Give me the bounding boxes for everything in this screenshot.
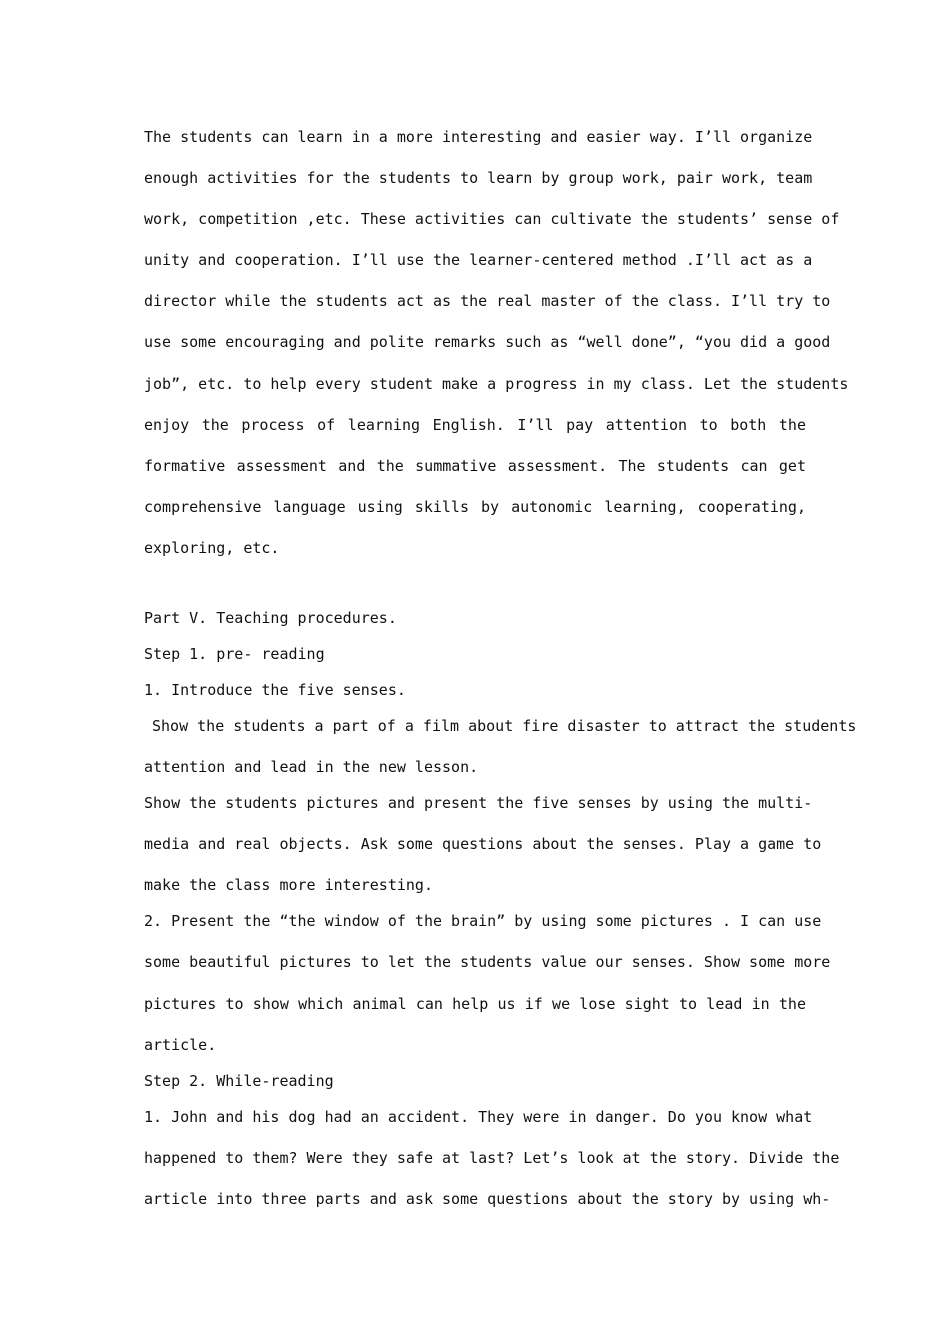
item-1-introduce-senses: 1. Introduce the five senses.: [144, 681, 406, 699]
paragraph-1-line: use some encouraging and polite remarks such as “well done”, “you did a good: [144, 333, 831, 351]
paragraph-1-line: exploring, etc.: [144, 539, 280, 557]
paragraph-1-line: director while the students act as the real master of the class. I’ll try to: [144, 292, 831, 310]
item-2-present-line: article.: [144, 1036, 217, 1054]
item-2-1-line: happened to them? Were they safe at last? Let’s look at the story. Divide the: [144, 1149, 840, 1167]
paragraph-1-line: job”, etc. to help every student make a progress in my class. Let the students: [144, 375, 849, 393]
pictures-paragraph-line: Show the students pictures and present the five senses by using the multi-: [144, 794, 813, 812]
step-1-heading: Step 1. pre- reading: [144, 645, 325, 663]
item-2-1-line: 1. John and his dog had an accident. They were in danger. Do you know what: [144, 1108, 813, 1126]
pictures-paragraph-line: make the class more interesting.: [144, 876, 433, 894]
film-paragraph-line: Show the students a part of a film about fire disaster to attract the students: [152, 717, 857, 735]
paragraph-1-line: unity and cooperation. I’ll use the learner-centered method .I’ll act as a: [144, 251, 813, 269]
item-2-present-line: some beautiful pictures to let the students value our senses. Show some more: [144, 953, 831, 971]
pictures-paragraph-line: media and real objects. Ask some questions about the senses. Play a game to: [144, 835, 822, 853]
paragraph-1-line: formative assessment and the summative assessment. The students can get: [144, 457, 806, 475]
paragraph-1-line: enough activities for the students to learn by group work, pair work, team: [144, 169, 813, 187]
step-2-heading: Step 2. While-reading: [144, 1072, 334, 1090]
paragraph-1-line: The students can learn in a more interesting and easier way. I’ll organize: [144, 128, 813, 146]
film-paragraph-line: attention and lead in the new lesson.: [144, 758, 479, 776]
paragraph-1-line: work, competition ,etc. These activities can cultivate the students’ sense of: [144, 210, 840, 228]
item-2-1-line: article into three parts and ask some questions about the story by using wh-: [144, 1190, 831, 1208]
paragraph-1-line: enjoy the process of learning English. I’ll pay attention to both the: [144, 416, 806, 434]
item-2-present-line: pictures to show which animal can help us if we lose sight to lead in the: [144, 995, 806, 1013]
item-2-present-line: 2. Present the “the window of the brain” by using some pictures . I can use: [144, 912, 822, 930]
part-heading: Part V. Teaching procedures.: [144, 609, 397, 627]
paragraph-1-line: comprehensive language using skills by autonomic learning, cooperating,: [144, 498, 806, 516]
